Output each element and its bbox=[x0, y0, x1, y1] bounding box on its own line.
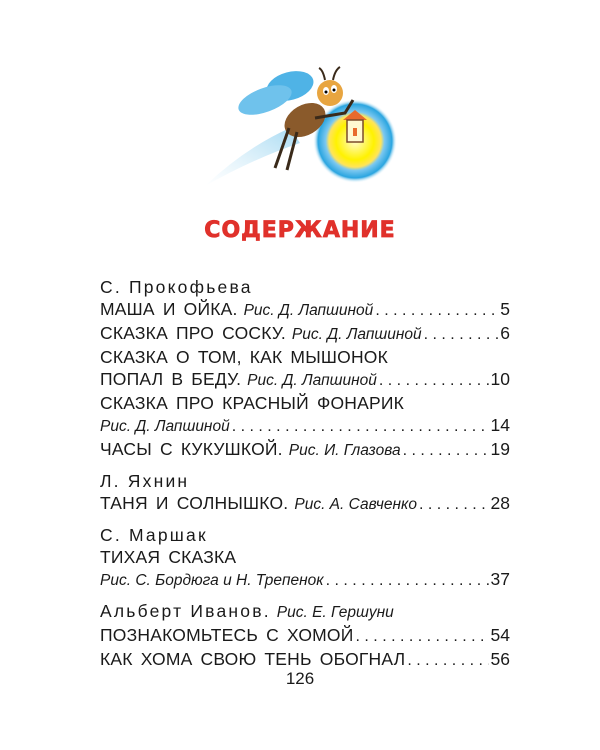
illustrator-credit: Рис. Д. Лапшиной bbox=[100, 418, 230, 435]
page-number: 126 bbox=[285, 669, 315, 688]
author-name: С. Маршак bbox=[100, 525, 208, 545]
author-name: Альберт Иванов. bbox=[100, 601, 271, 621]
section-gap bbox=[100, 592, 510, 600]
toc-entry[interactable] bbox=[100, 568, 510, 592]
page-ref: 10 bbox=[490, 369, 510, 389]
page-ref: 54 bbox=[490, 625, 510, 645]
page-ref: 14 bbox=[490, 415, 510, 435]
illustrator-credit: Рис. С. Бордюга и Н. Трепенок bbox=[100, 572, 324, 589]
toc-entry[interactable] bbox=[100, 322, 510, 346]
story-title: ЧАСЫ С КУКУШКОЙ. bbox=[100, 439, 283, 459]
toc-entry[interactable] bbox=[100, 298, 510, 322]
firefly-with-lantern-illustration bbox=[205, 58, 405, 188]
page-ref: 6 bbox=[500, 323, 510, 343]
dot-leader bbox=[403, 440, 489, 462]
toc-entry[interactable] bbox=[100, 346, 510, 368]
dot-leader bbox=[379, 370, 489, 392]
section-gap bbox=[100, 462, 510, 470]
toc-entry[interactable] bbox=[100, 492, 510, 516]
story-title: ТИХАЯ СКАЗКА bbox=[100, 547, 237, 567]
illustrator-credit: Рис. Д. Лапшиной bbox=[243, 302, 374, 319]
toc-entry[interactable] bbox=[100, 624, 510, 648]
page-ref: 19 bbox=[490, 439, 510, 459]
illustrator-credit: Рис. Д. Лапшиной bbox=[291, 326, 422, 343]
illustrator-credit: Рис. А. Савченко bbox=[294, 496, 417, 513]
story-title: СКАЗКА ПРО СОСКУ. bbox=[100, 323, 286, 343]
toc-entry[interactable] bbox=[100, 368, 510, 392]
story-title: МАША И ОЙКА. bbox=[100, 299, 238, 319]
toc-entry[interactable] bbox=[100, 414, 510, 438]
page-ref: 37 bbox=[490, 569, 510, 589]
dot-leader bbox=[232, 416, 489, 438]
story-title: ПОЗНАКОМЬТЕСЬ С ХОМОЙ bbox=[100, 625, 354, 645]
story-title: ПОПАЛ В БЕДУ. bbox=[100, 369, 242, 389]
dot-leader bbox=[424, 324, 499, 346]
table-of-contents bbox=[100, 276, 510, 672]
page-ref: 56 bbox=[490, 649, 510, 669]
story-title: ТАНЯ И СОЛНЫШКО. bbox=[100, 493, 289, 513]
toc-entry[interactable] bbox=[100, 546, 510, 568]
toc-entry[interactable] bbox=[100, 392, 510, 414]
toc-entry[interactable] bbox=[100, 438, 510, 462]
author-name: С. Прокофьева bbox=[100, 277, 253, 297]
illustrator-credit: Рис. Д. Лапшиной bbox=[247, 372, 377, 389]
page-ref: 5 bbox=[500, 299, 510, 319]
dot-leader bbox=[419, 494, 489, 516]
story-title: СКАЗКА О ТОМ, КАК МЫШОНОК bbox=[100, 347, 388, 367]
illustrator-credit: Рис. И. Глазова bbox=[288, 442, 401, 459]
story-title: СКАЗКА ПРО КРАСНЫЙ ФОНАРИК bbox=[100, 393, 405, 413]
dot-leader bbox=[375, 300, 498, 322]
author-name: Л. Яхнин bbox=[100, 471, 190, 491]
page-ref: 28 bbox=[490, 493, 510, 513]
author-line bbox=[100, 600, 510, 624]
page-title: СОДЕРЖАНИЕ bbox=[204, 218, 396, 243]
illustrator-credit: Рис. Е. Гершуни bbox=[276, 604, 394, 621]
dot-leader bbox=[326, 570, 489, 592]
dot-leader bbox=[356, 626, 489, 648]
story-title: КАК ХОМА СВОЮ ТЕНЬ ОБОГНАЛ bbox=[100, 649, 406, 669]
section-gap bbox=[100, 516, 510, 524]
